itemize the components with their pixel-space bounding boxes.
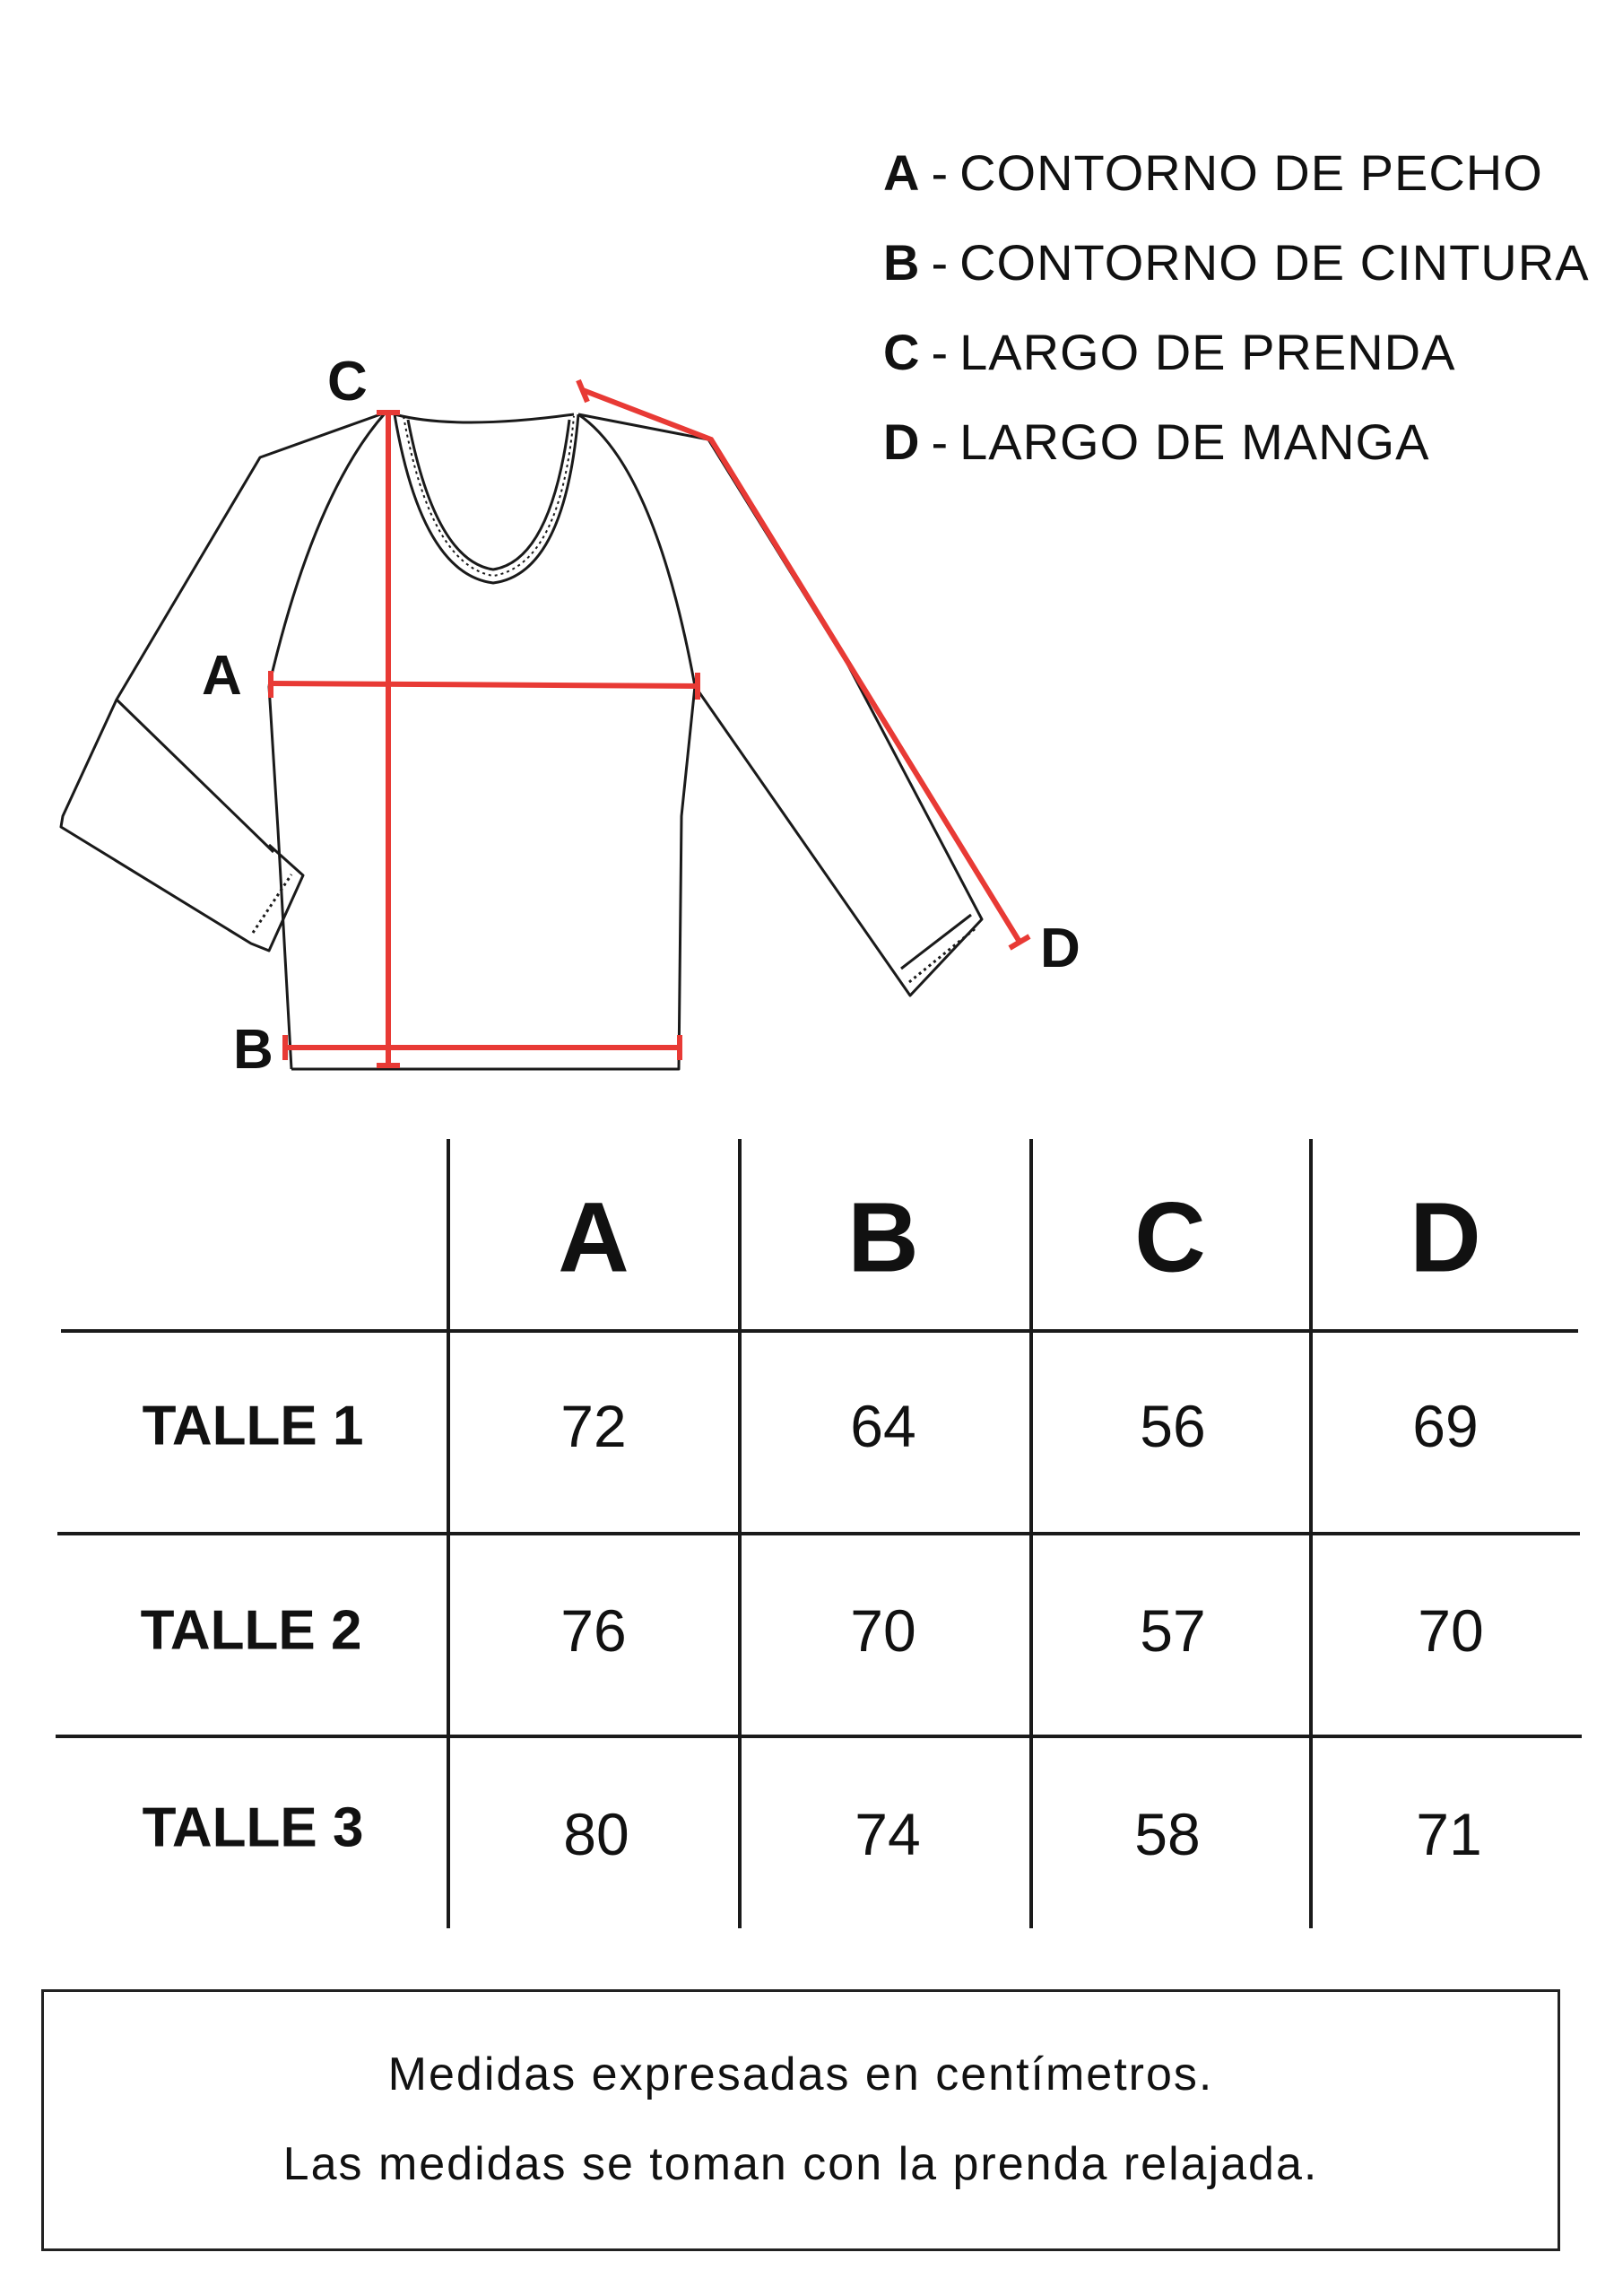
table-cell: 58 — [1134, 1801, 1201, 1867]
column-header-c: C — [1134, 1182, 1206, 1293]
legend-letter: D — [883, 413, 921, 470]
diagram-label-b: B — [233, 1019, 273, 1081]
row-header-talle-2: TALLE 2 — [140, 1599, 362, 1662]
legend-text: CONTORNO DE PECHO — [959, 144, 1543, 201]
measurement-note-box — [41, 1989, 1560, 2251]
table-cell: 64 — [850, 1393, 916, 1459]
sweater-illustration — [0, 314, 1121, 1103]
legend-text: LARGO DE MANGA — [959, 413, 1430, 470]
table-cell: 56 — [1140, 1393, 1206, 1459]
legend-separator: - — [931, 413, 950, 470]
column-header-a: A — [558, 1182, 629, 1293]
legend-separator: - — [931, 234, 950, 291]
row-header-talle-3: TALLE 3 — [142, 1796, 364, 1859]
table-cell: 72 — [560, 1393, 627, 1459]
sweater-outline — [61, 413, 982, 1069]
table-cell: 70 — [850, 1597, 916, 1664]
row-header-talle-1: TALLE 1 — [142, 1395, 364, 1457]
legend-separator: - — [931, 144, 950, 201]
table-cell: 76 — [560, 1597, 627, 1664]
legend-item-b — [883, 233, 1590, 323]
sleeve-measure-line — [583, 390, 1020, 942]
table-cell: 70 — [1418, 1597, 1484, 1664]
table-cell: 80 — [563, 1801, 629, 1867]
column-header-d: D — [1410, 1182, 1481, 1293]
table-cell: 57 — [1140, 1597, 1206, 1664]
diagram-label-d: D — [1040, 918, 1080, 979]
sweater-diagram — [0, 314, 1121, 1103]
note-line-2: Las medidas se toman con la prenda relajada. — [282, 2138, 1319, 2190]
table-cell: 69 — [1412, 1393, 1479, 1459]
legend-letter: B — [883, 234, 921, 291]
chest-measure-line — [271, 683, 698, 686]
column-header-b: B — [847, 1182, 919, 1293]
legend-text: CONTORNO DE CINTURA — [959, 234, 1590, 291]
size-table — [0, 1139, 1614, 1937]
note-line-1: Medidas expresadas en centímetros. — [387, 2048, 1214, 2100]
legend-item-a — [883, 144, 1590, 233]
diagram-label-c: C — [327, 351, 368, 413]
legend-letter: C — [883, 324, 921, 380]
legend-separator: - — [931, 324, 950, 380]
table-cell: 71 — [1416, 1801, 1482, 1867]
legend-text: LARGO DE PRENDA — [959, 324, 1456, 380]
diagram-label-a: A — [202, 645, 242, 707]
measurement-lines — [271, 380, 1029, 1065]
table-cell: 74 — [855, 1801, 921, 1867]
legend-letter: A — [883, 144, 921, 201]
